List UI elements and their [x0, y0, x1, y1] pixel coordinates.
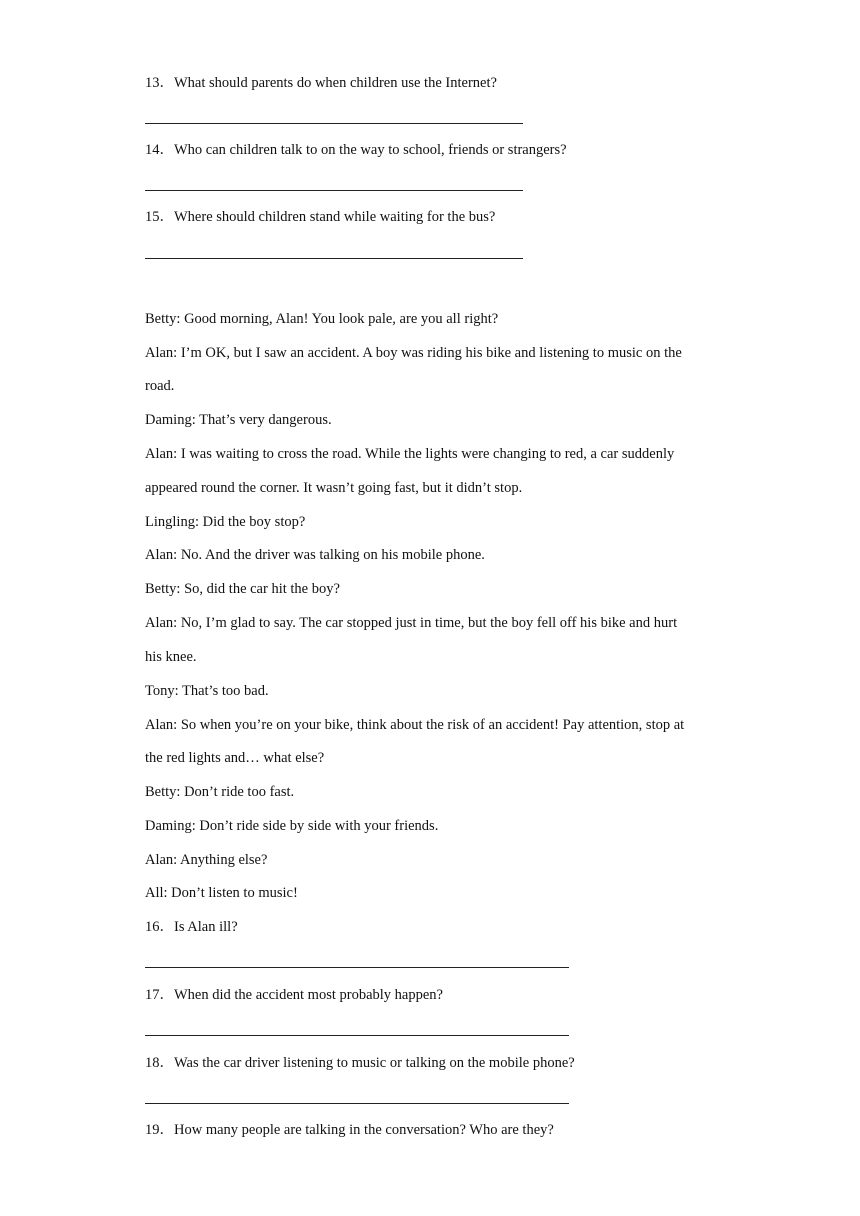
dialogue-line: Alan: No, I’m glad to say. The car stopped just in time, but the boy fell off his bike and hurt [145, 615, 678, 631]
answer-line-17[interactable] [145, 1035, 569, 1036]
question-15: 15．Where should children stand while waiting for the bus? [145, 209, 496, 225]
dialogue-line: road. [145, 378, 175, 394]
dialogue-line: Betty: So, did the car hit the boy? [145, 581, 340, 597]
question-16: 16．Is Alan ill? [145, 919, 238, 935]
dialogue-line: appeared round the corner. It wasn’t going fast, but it didn’t stop. [145, 480, 523, 496]
question-17: 17．When did the accident most probably happen? [145, 987, 443, 1003]
answer-line-13[interactable] [145, 123, 523, 124]
answer-line-18[interactable] [145, 1103, 569, 1104]
answer-line-14[interactable] [145, 190, 523, 191]
answer-line-15[interactable] [145, 258, 523, 259]
dialogue-line: Tony: That’s too bad. [145, 683, 269, 699]
dialogue-line: Betty: Don’t ride too fast. [145, 784, 295, 800]
question-13: 13．What should parents do when children use the Internet? [145, 75, 497, 91]
question-14: 14．Who can children talk to on the way to school, friends or strangers? [145, 142, 567, 158]
dialogue-line: the red lights and… what else? [145, 750, 325, 766]
dialogue-line: Daming: Don’t ride side by side with your friends. [145, 818, 439, 834]
dialogue-line: Alan: I was waiting to cross the road. While the lights were changing to red, a car suddenly [145, 446, 675, 462]
dialogue-line: All: Don’t listen to music! [145, 885, 298, 901]
dialogue-line: Lingling: Did the boy stop? [145, 514, 306, 530]
question-19: 19．How many people are talking in the conversation? Who are they? [145, 1122, 554, 1138]
dialogue-line: Betty: Good morning, Alan! You look pale, are you all right? [145, 311, 499, 327]
dialogue-line: Alan: Anything else? [145, 852, 268, 868]
dialogue-line: Alan: I’m OK, but I saw an accident. A boy was riding his bike and listening to music on the [145, 345, 682, 361]
dialogue-line: Alan: No. And the driver was talking on his mobile phone. [145, 547, 485, 563]
dialogue-line: his knee. [145, 649, 197, 665]
answer-line-16[interactable] [145, 967, 569, 968]
dialogue-line: Alan: So when you’re on your bike, think about the risk of an accident! Pay attention, stop at [145, 717, 685, 733]
question-18: 18．Was the car driver listening to music or talking on the mobile phone? [145, 1055, 575, 1071]
dialogue-line: Daming: That’s very dangerous. [145, 412, 332, 428]
